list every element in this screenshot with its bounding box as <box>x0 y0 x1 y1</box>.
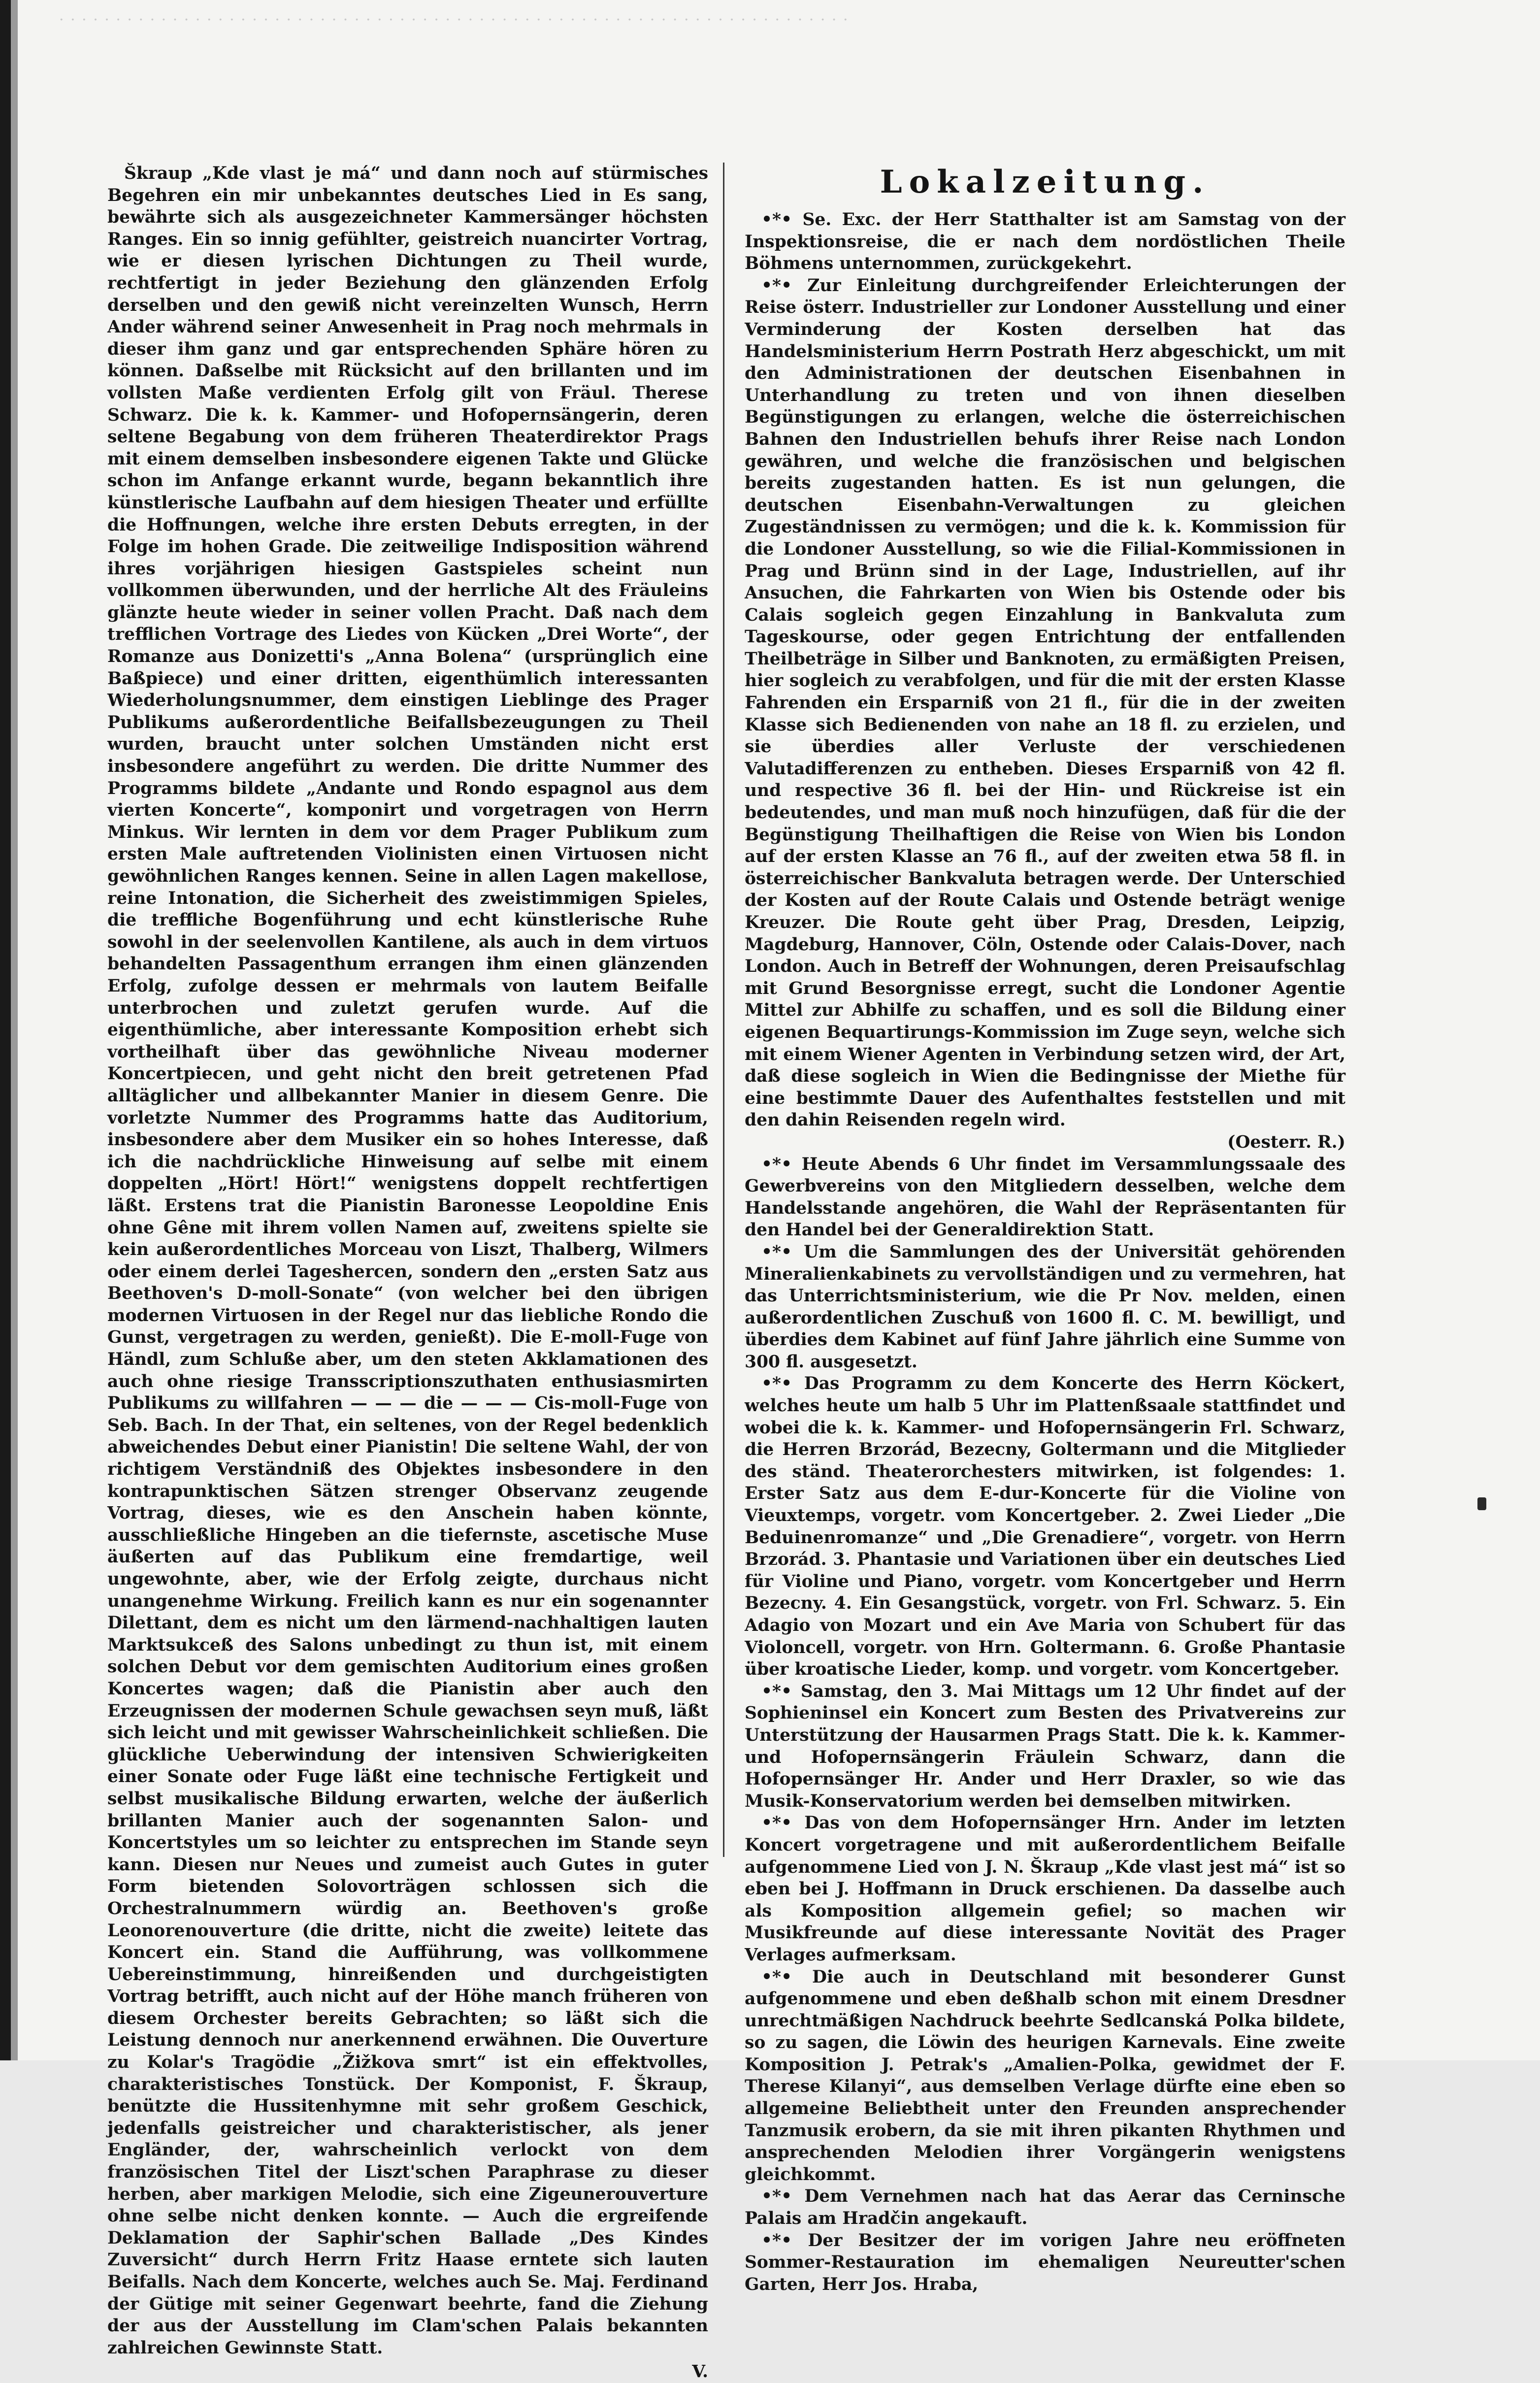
news-item: •*• Heute Abends 6 Uhr findet im Versammlungssaale des Gewerbvereins von den Mitgliedern desselben, welche dem Handelsstande angehören, die Wahl der Repräsentanten für den Handel bei der Generaldirektion Statt. <box>745 1154 1345 1240</box>
news-item: •*• Die auch in Deutschland mit besonderer Gunst aufgenommene und eben deßhalb schon mit einem Dresdner unrechtmäßigen Nachdruck beehrte Sedlcanská Polka bildete, so zu sagen, die Löwin des heurigen Karnevals. Eine zweite Komposition J. Petrak's „Amalien-Polka, gewidmet der F. Therese Kilanyi“, aus demselben Verlage dürfte eine eben so allgemeine Beliebtheit unter den Freunden ansprechender Tanzmusik erobern, da sie mit ihren pikanten Rhythmen und ansprechenden Melodien ihrer Vorgängerin wenigstens gleichkommt. <box>745 1967 1345 2184</box>
news-item: •*• Se. Exc. der Herr Statthalter ist am Samstag von der Inspektionsreise, die er nach dem nordöstlichen Theile Böhmens unternommen, zurückgekehrt. <box>745 210 1345 274</box>
news-item: •*• Samstag, den 3. Mai Mittags um 12 Uhr findet auf der Sophieninsel ein Koncert zum Besten des Privatvereins zur Unterstützung der Hausarmen Prags Statt. Die k. k. Kammer- und Hofopernsängerin Fräulein Schwarz, dann die Hofopernsänger Hr. Ander und Herr Draxler, so wie das Musik-Konservatorium werden bei demselben mitwirken. <box>745 1681 1345 1811</box>
right-column <box>745 163 1345 2294</box>
article-signature: V. <box>692 2362 708 2382</box>
concert-review-paragraph: Škraup „Kde vlast je má“ und dann noch auf stürmisches Begehren ein mir unbekanntes deutsches Lied in Es sang, bewährte sich als ausgezeichneter Kammersänger höchsten Ranges. Ein so innig gefühlter, geistreich nuancirter Vortrag, wie er diesen lyrischen Dichtungen zu Theil wurde, rechtfertigt in jeder Beziehung den glänzenden Erfolg derselben und den gewiß nicht vereinzelten Wunsch, Herrn Ander während seiner Anwesenheit in Prag noch mehrmals in dieser ihm ganz und gar entsprechenden Sphäre hören zu können. Daßselbe mit Rücksicht auf den brillanten und im vollsten Maße verdienten Erfolg gilt von Fräul. Therese Schwarz. Die k. k. Kammer- und Hofopernsängerin, deren seltene Begabung von dem früheren Theaterdirektor Prags mit einem demselben insbesondere eigenen Takte und Glücke schon im Anfange erkannt wurde, begann bekanntlich ihre künstlerische Laufbahn auf dem hiesigen Theater und erfüllte die Hoffnungen, welche ihre ersten Debuts erregten, in der Folge im hohen Grade. Die zeitweilige Indisposition während ihres vorjährigen hiesigen Gastspieles scheint nun vollkommen überwunden, und der herrliche Alt des Fräuleins glänzte heute wieder in seiner vollen Pracht. Daß nach dem trefflichen Vortrage des Liedes von Kücken „Drei Worte“, der Romanze aus Donizetti's „Anna Bolena“ (ursprünglich eine Baßpiece) und einer dritten, eigenthümlich interessanten Wiederholungsnummer, dem einstigen Lieblinge des Prager Publikums außerordentliche Beifallsbezeugungen zu Theil wurden, braucht unter solchen Umständen nicht erst insbesondere angeführt zu werden. Die dritte Nummer des Programms bildete „Andante und Rondo espagnol aus dem vierten Koncerte“, komponirt und vorgetragen von Herrn Minkus. Wir lernten in dem vor dem Prager Publikum zum ersten Male auftretenden Violinisten einen Virtuosen nicht gewöhnlichen Ranges kennen. Seine in allen Lagen makellose, reine Intonation, die Sicherheit des zweistimmigen Spieles, die treffliche Bogenführung und echt künstlerische Ruhe sowohl in der seelenvollen Kantilene, als auch in dem virtuos behandelten Passagenthum errangen ihm einen glänzenden Erfolg, zufolge dessen er mehrmals von lautem Beifalle unterbrochen und zuletzt gerufen wurde. Auf die eigenthümliche, aber interessante Komposition erhebt sich vortheilhaft über das gewöhnliche Niveau moderner Koncertpiecen, und geht nicht den breit getretenen Pfad alltäglicher und allbekannter Manier in diesem Genre. Die vorletzte Nummer des Programms hatte das Auditorium, insbesondere aber dem Musiker ein so hohes Interesse, daß ich die nachdrückliche Hinweisung auf selbe mit einem doppelten „Hört! Hört!“ wenigstens doppelt rechtfertigen läßt. Erstens trat die Pianistin Baronesse Leopoldine Enis ohne Gêne mit ihrem vollen Namen auf, zweitens spielte sie kein außerordentliches Morceau von Liszt, Thalberg, Wilmers oder einem derlei Tageshercen, sondern den „ersten Satz aus Beethoven's D-moll-Sonate“ (von welcher bei den übrigen modernen Virtuosen in der Regel nur das liebliche Rondo die Gunst, vergetragen zu werden, genießt). Die E-moll-Fuge von Händl, zum Schluße aber, um den steten Akklamationen des auch ohne riesige Transscriptionszuthaten enthusiasmirten Publikums zu willfahren — — — die — — — Cis-moll-Fuge von Seb. Bach. In der That, ein seltenes, von der Regel bedenklich abweichendes Debut einer Pianistin! Die seltene Wahl, der von richtigem Verständniß des Objektes insbesondere in den kontrapunktischen Sätzen strenger Observanz zeugende Vortrag, dieses, wie es den Anschein haben könnte, ausschließliche Hingeben an die tiefernste, ascetische Muse äußerten auf das Publikum eine fremdartige, weil ungewohnte, aber, wie der Erfolg zeigte, durchaus nicht unangenehme Wirkung. Freilich kann es nur ein sogenannter Dilettant, dem es nicht um den lärmend-nachhaltigen lauten Marktsukceß des Salons unbedingt zu thun ist, mit einem solchen Debut vor dem gemischten Auditorium eines großen Koncertes wagen; daß die Pianistin aber auch den Erzeugnissen der modernen Schule gewachsen seyn muß, läßt sich leicht und mit gewisser Wahrscheinlichkeit schließen. Die glückliche Ueberwindung der intensiven Schwierigkeiten einer Sonate oder Fuge läßt eine technische Fertigkeit und selbst musikalische Bildung erwarten, welche der äußerlich brillanten Manier auch der sogenannten Salon- und Koncertstyles um so leichter zu entsprechen im Stande seyn kann. Diesen nur Neues und zumeist auch Gutes in guter Form bietenden Solovorträgen schlossen sich die Orchestralnummern würdig an. Beethoven's große Leonorenouverture (die dritte, nicht die zweite) leitete das Koncert ein. Stand die Aufführung, was vollkommene Uebereinstimmung, hinreißenden und durchgeistigten Vortrag betrifft, auch nicht auf der Höhe manch früheren von diesem Orchester bereits Gebrachten; so läßt sich die Leistung dennoch nur anerkennend erwähnen. Die Ouverture zu Kolar's Tragödie „Žižkova smrt“ ist ein effektvolles, charakteristisches Tonstück. Der Komponist, F. Škraup, benützte die Hussitenhymne mit sehr großem Geschick, jedenfalls geistreicher und charakteristischer, als jener Engländer, der, wahrscheinlich verlockt von dem französischen Titel der Liszt'schen Paraphrase zu dieser herben, aber markigen Melodie, sich eine Zigeunerouverture ohne selbe nicht denken konnte. — Auch die ergreifende Deklamation der Saphir'schen Ballade „Des Kindes Zuversicht“ durch Herrn Fritz Haase erntete sich lauten Beifalls. Nach dem Koncerte, welches auch Se. Maj. Ferdinand der Gütige mit seiner Gegenwart beehrte, fand die Ziehung der aus der Ausstellung im Clam'schen Palais bekannten zahlreichen Gewinnste Statt. <box>107 164 708 2358</box>
scan-binding-shadow <box>11 0 18 2060</box>
news-item: •*• Zur Einleitung durchgreifender Erleichterungen der Reise österr. Industrieller zur Londoner Ausstellung und einer Verminderung der Kosten derselben hat das Handelsministerium Herrn Postrath Herz abgeschickt, um mit den Administrationen der deutschen Eisenbahnen in Unterhandlung zu treten und von ihnen dieselben Begünstigungen zu erlangen, welche die österreichischen Bahnen den Industriellen behufs ihrer Reise nach London gewähren, und welche die französischen und belgischen bereits zugestanden hatten. Es ist nun gelungen, die deutschen Eisenbahn-Verwaltungen zu gleichen Zugeständnissen zu vermögen; und die k. k. Kommission für die Londoner Ausstellung, so wie die Filial-Kommissionen in Prag und Brünn sind in der Lage, Industriellen, auf ihr Ansuchen, die Fahrkarten von Wien bis Ostende oder bis Calais sogleich gegen Einzahlung in Bankvaluta zum Tageskourse, oder gegen Entrichtung der entfallenden Theilbeträge in Silber und Banknoten, zu ermäßigten Preisen, hier sogleich zu verabfolgen, und für die mit der ersten Klasse Fahrenden ein Ersparniß von 21 fl., für die in der zweiten Klasse sich Bedienenden von nahe an 18 fl. zu erzielen, und sie überdies aller Verluste der verschiedenen Valutadifferenzen zu entheben. Dieses Ersparniß von 42 fl. und respective 36 fl. bei der Hin- und Rückreise ist ein bedeutendes, und man muß noch hinzufügen, daß für die der Begünstigung Theilhaftigen die Reise von Wien bis London auf der ersten Klasse an 76 fl., auf der zweiten etwa 58 fl. in österreichischer Bankvaluta betragen werde. Der Unterschied der Kosten auf der Route Calais und Ostende beträgt wenige Kreuzer. Die Route geht über Prag, Dresden, Leipzig, Magdeburg, Hannover, Cöln, Ostende oder Calais-Dover, nach London. Auch in Betreff der Wohnungen, deren Preisaufschlag mit Grund Besorgnisse erregt, sucht die Londoner Agentie Mittel zur Abhilfe zu schaffen, und es soll die Bildung einer eigenen Bequartirungs-Kommission im Zuge seyn, welche sich mit einem Wiener Agenten in Verbindung setzen wird, der Art, daß diese sogleich in Wien die Bedingnisse der Miethe für eine bestimmte Dauer des Aufenthaltes feststellen und mit den dahin Reisenden regeln wird. <box>745 275 1345 1130</box>
ink-blot <box>1477 1497 1486 1510</box>
show-through-text: · · · · · · · · · · · · · · · · · · · · · · · · · · · · · · · · · · · · · · · · · · · · · · · · · · · · · · · · · · · · · · · · · · · · · · <box>59 11 849 29</box>
section-heading: Lokalzeitung. <box>880 164 1211 200</box>
news-item: •*• Das Programm zu dem Koncerte des Herrn Köckert, welches heute um halb 5 Uhr im Plattenßsaale stattfindet und wobei die k. k. Kammer- und Hofopernsängerin Frl. Schwarz, die Herren Brzorád, Bezecny, Goltermann und die Mitglieder des ständ. Theaterorchesters mitwirken, ist folgendes: 1. Erster Satz aus dem E-dur-Koncerte für die Violine von Vieuxtemps, vorgetr. vom Koncertgeber. 2. Zwei Lieder „Die Beduinenromanze“ und „Die Grenadiere“, vorgetr. von Herrn Brzorád. 3. Phantasie und Variationen über ein deutsches Lied für Violine und Piano, vorgetr. vom Koncertgeber und Herrn Bezecny. 4. Ein Gesangstück, vorgetr. von Frl. Schwarz. 5. Ein Adagio von Mozart und ein Ave Maria von Schubert für das Violoncell, vorgetr. von Hrn. Goltermann. 6. Große Phantasie über kroatische Lieder, komp. und vorgetr. vom Koncertgeber. <box>745 1374 1345 1680</box>
left-column <box>107 163 708 2382</box>
news-item: •*• Der Besitzer der im vorigen Jahre neu eröffneten Sommer-Restauration im ehemaligen Neureutter'schen Garten, Herr Jos. Hraba, <box>745 2230 1345 2294</box>
column-divider <box>723 163 724 1857</box>
news-item: •*• Um die Sammlungen des der Universität gehörenden Mineralienkabinets zu vervollständigen und zu vermehren, hat das Unterrichtsministerium, wie die Pr Nov. melden, einen außerordentlichen Zuschuß von 1600 fl. C. M. bewilligt, und überdies dem Kabinet auf fünf Jahre jährlich eine Summe von 300 fl. ausgesetzt. <box>745 1242 1345 1372</box>
news-item: •*• Dem Vernehmen nach hat das Aerar das Cerninsche Palais am Hradčin angekauft. <box>745 2186 1345 2229</box>
news-item: •*• Das von dem Hofopernsänger Hrn. Ander im letzten Koncert vorgetragene und mit außerordentlichem Beifalle aufgenommene Lied von J. N. Škraup „Kde vlast jest má“ ist so eben bei J. Hoffmann in Druck erschienen. Da dasselbe auch als Komposition allgemein gefiel; so machen wir Musikfreunde auf diese interessante Novität des Prager Verlages aufmerksam. <box>745 1813 1345 1965</box>
news-source-attribution: (Oesterr. R.) <box>1227 1132 1345 1152</box>
scan-binding-edge <box>0 0 11 2060</box>
